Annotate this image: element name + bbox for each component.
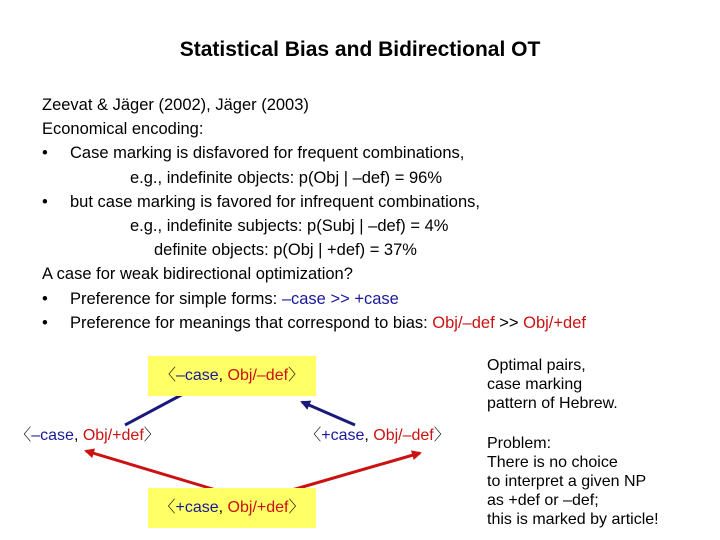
arrow-bottom-to-left: [86, 451, 216, 490]
reference-line: Zeevat & Jäger (2002), Jäger (2003): [42, 96, 309, 114]
bullet-2-example-b: definite objects: p(Obj | +def) = 37%: [154, 241, 417, 260]
bullet-2-example-a: e.g., indefinite subjects: p(Subj | –def) = 4%: [130, 216, 449, 235]
bullet-2-text: but case marking is favored for infrequent combinations,: [70, 192, 480, 211]
bullet-glyph: •: [42, 289, 48, 308]
bullet-glyph: •: [42, 144, 48, 163]
bullet-1-example: e.g., indefinite objects: p(Obj | –def) = 96%: [130, 168, 443, 187]
bullet-glyph: •: [42, 192, 48, 211]
pair-left: 〈–case, Obj/+def〉: [15, 427, 160, 444]
heading-economical-encoding: Economical encoding:: [42, 120, 204, 139]
pair-bottom: 〈+case, Obj/+def〉: [148, 488, 316, 528]
bullet-4-text: Preference for meanings that correspond to bias: Obj/–def >> Obj/+def: [70, 313, 586, 332]
pair-right: 〈+case, Obj/–def〉: [305, 427, 450, 444]
bullet-1-text: Case marking is disfavored for frequent combinations,: [70, 144, 465, 163]
bullet-glyph: •: [42, 313, 48, 332]
arrow-bottom-to-right: [292, 453, 420, 490]
slide-title: Statistical Bias and Bidirectional OT: [179, 38, 541, 61]
question-line: A case for weak bidirectional optimization?: [42, 265, 353, 284]
bullet-3-text: Preference for simple forms: –case >> +case: [70, 289, 399, 308]
note-problem: Problem: There is no choice to interpret a given NP as +def or –def; this is marked by article!: [487, 435, 659, 528]
note-optimal-pairs: Optimal pairs, case marking pattern of Hebrew.: [487, 357, 618, 412]
pair-top: 〈–case, Obj/–def〉: [148, 356, 316, 396]
